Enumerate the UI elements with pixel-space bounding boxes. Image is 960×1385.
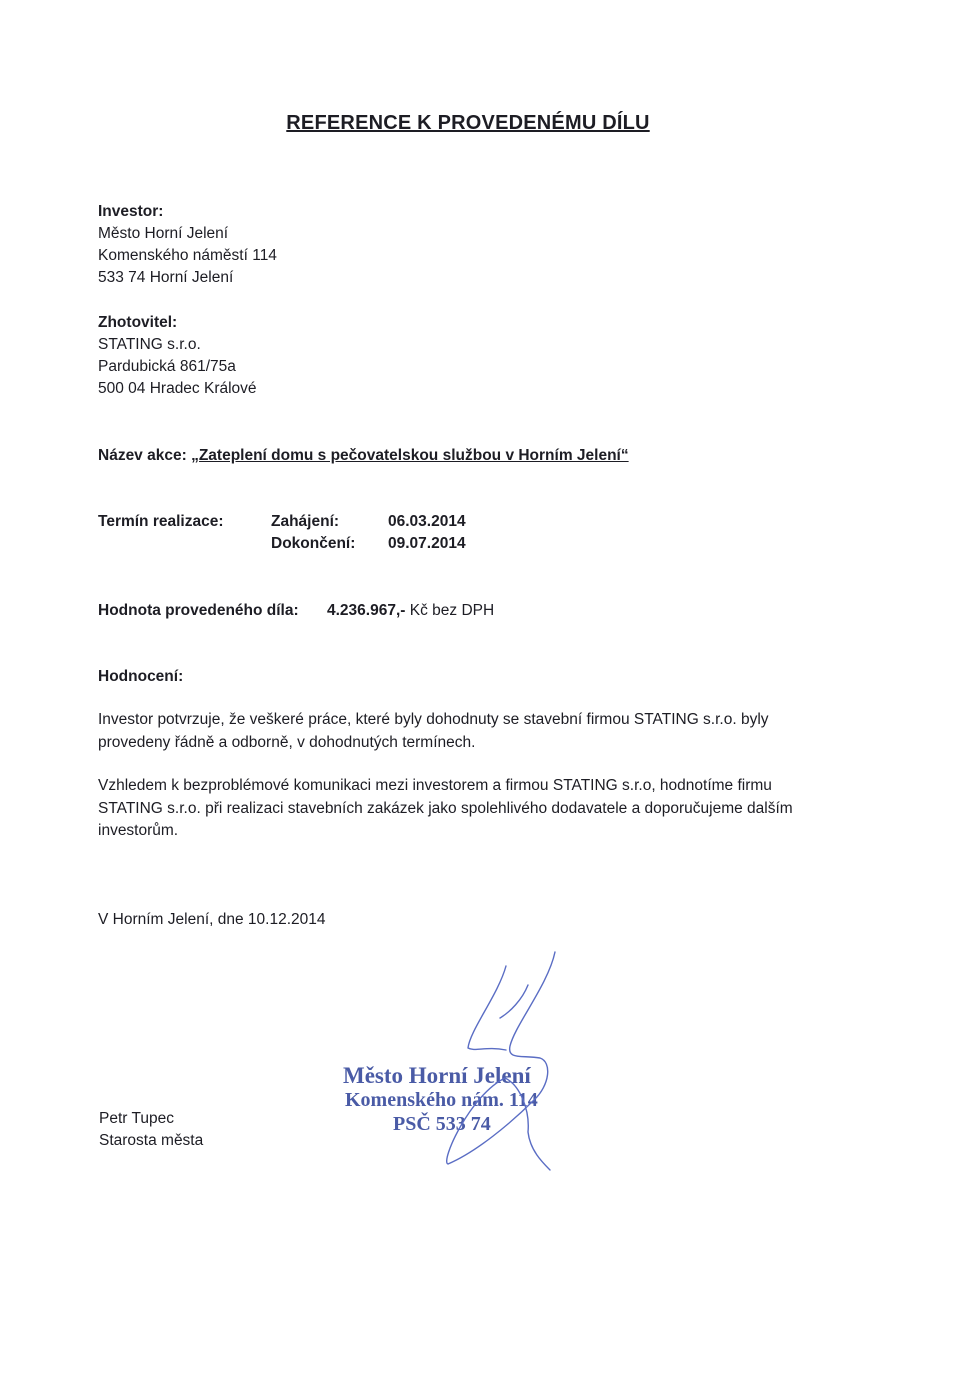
contractor-city: 500 04 Hradec Králové [98, 380, 257, 397]
value-suffix: Kč bez DPH [409, 602, 495, 619]
term-start-label: Zahájení: [271, 513, 340, 530]
value-amount: 4.236.967,- [327, 602, 406, 619]
investor-label: Investor: [98, 203, 164, 220]
investor-street: Komenského náměstí 114 [98, 247, 277, 264]
contractor-name: STATING s.r.o. [98, 336, 201, 353]
evaluation-label: Hodnocení: [98, 668, 184, 685]
term-end-label: Dokončení: [271, 535, 356, 552]
place-date: V Horním Jelení, dne 10.12.2014 [98, 911, 326, 928]
contractor-label: Zhotovitel: [98, 314, 178, 331]
evaluation-paragraph-2: Vzhledem k bezproblémové komunikaci mezi investorem a firmou STATING s.r.o, hodnotíme firmu STATING s.r.o. při realizaci stavebních zakázek jako spolehlivého dodavatele a doporučujeme dalším investorům. [98, 777, 793, 839]
stamp-line-2: Komenského nám. 114 [345, 1089, 538, 1111]
contractor-street: Pardubická 861/75a [98, 358, 236, 375]
signatory-name: Petr Tupec [99, 1110, 174, 1127]
stamp-line-1: Město Horní Jelení [343, 1063, 531, 1088]
signatory-role: Starosta města [99, 1132, 204, 1149]
document-title: REFERENCE K PROVEDENÉMU DÍLU [286, 112, 650, 134]
stamp-line-3: PSČ 533 74 [393, 1113, 491, 1135]
value-label: Hodnota provedeného díla: [98, 602, 299, 619]
signature-stroke-3 [500, 985, 528, 1018]
action-value: „Zateplení domu s pečovatelskou službou v Horním Jelení“ [191, 447, 629, 464]
investor-city: 533 74 Horní Jelení [98, 269, 234, 286]
investor-name: Město Horní Jelení [98, 225, 229, 242]
term-label: Termín realizace: [98, 513, 224, 530]
signature-stroke-2 [447, 952, 555, 1170]
signature-stroke-1 [468, 966, 506, 1050]
evaluation-paragraph-1: Investor potvrzuje, že veškeré práce, které byly dohodnuty se stavební firmou STATING s.r.o. byly provedeny řádně a odborně, v dohodnutých termínech. [98, 711, 769, 751]
term-end-value: 09.07.2014 [388, 535, 466, 552]
term-start-value: 06.03.2014 [388, 513, 466, 530]
action-label: Název akce: [98, 447, 187, 464]
